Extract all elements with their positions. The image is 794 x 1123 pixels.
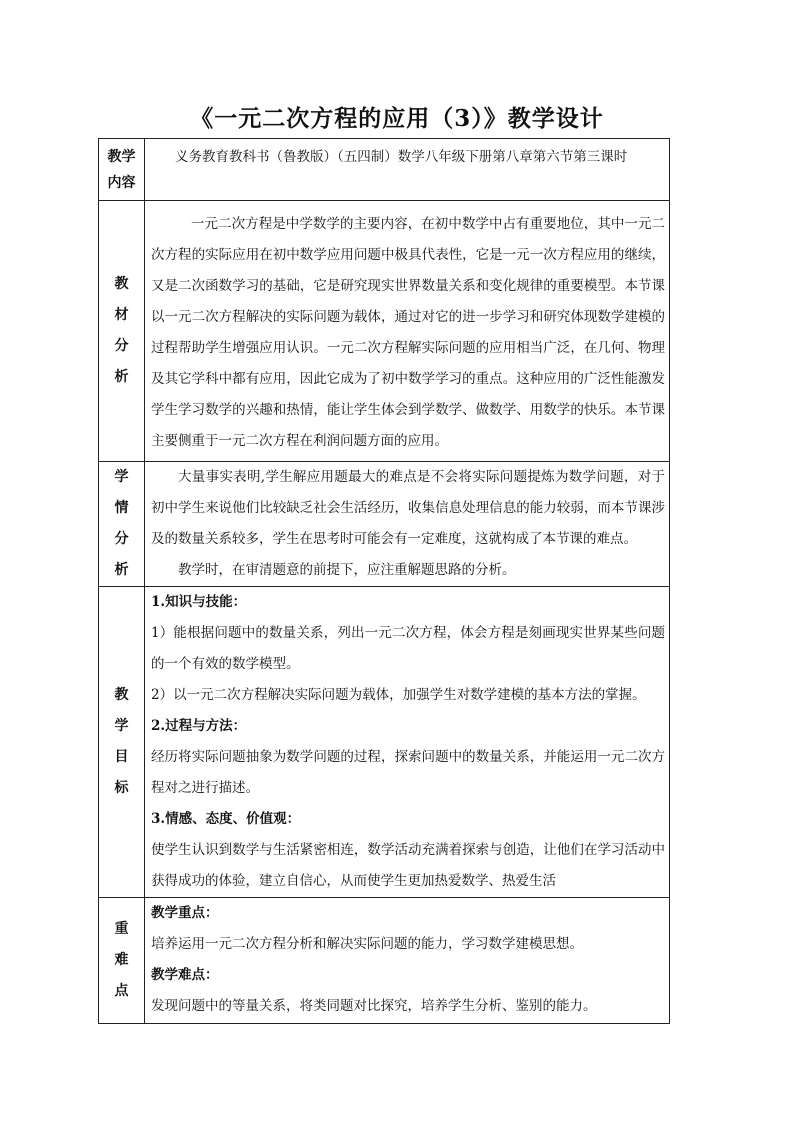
student-analysis-p2: 教学时，在审清题意的前提下，应注重解题思路的分析。: [178, 562, 516, 578]
label-textbook-analysis: 教 材 分 析: [99, 201, 145, 462]
cell-key-difficult-points: [145, 898, 670, 1024]
textbook-analysis-paragraph: 一元二次方程是中学数学的主要内容，在初中数学中占有重要地位，其中一元二次方程的实际应用在初中数学应用问题中极具代表性，它是一元一次方程应用的继续，又是二次函数学习的基础，它是研究现实世界数量关系和变化规律的重要模型。本节课以一元二次方程解决的实际问题为载体，通过对它的进一步学习和研究体现数学建模的过程帮助学生增强应用认识。一元二次方程解实际问题的应用相当广泛，在几何、物理及其它学科中都有应用，因此它成为了初中数学学习的重点。这种应用的广泛性能激发学生学习数学的兴趣和热情，能让学生体会到学数学、做数学、用数学的快乐。本节课主要侧重于一元二次方程在利润问题方面的应用。: [151, 216, 665, 449]
cell-teaching-goals: [145, 587, 670, 898]
label-teaching-goals: 教 学 目 标: [99, 587, 145, 898]
goal-process: 经历将实际问题抽象为数学问题的过程，探索问题中的数量关系，并能运用一元二次方程对之进行描述。: [151, 749, 665, 796]
goal-heading-knowledge: 1.知识与技能：: [151, 594, 247, 610]
teaching-content-text: 义务教育教科书（鲁教版）（五四制）数学八年级下册第八章第六节第三课时: [175, 149, 628, 165]
lesson-plan-table: [98, 138, 670, 1024]
difficult-point-text: 发现问题中的等量关系，将类同题对比探究，培养学生分析、鉴别的能力。: [151, 998, 597, 1014]
document-title: 《一元二次方程的应用（3）》教学设计: [190, 105, 604, 132]
cell-textbook-analysis: [145, 201, 670, 462]
key-point-text: 培养运用一元二次方程分析和解决实际问题的能力，学习数学建模思想。: [151, 936, 583, 952]
goal-attitude: 使学生认识到数学与生活紧密相连，数学活动充满着探索与创造，让他们在学习活动中获得成功的体验，建立自信心，从而使学生更加热爱数学、热爱生活: [151, 842, 665, 889]
cell-teaching-content: [145, 139, 670, 201]
cell-student-analysis: [145, 462, 670, 587]
label-teaching-content: 教学 内容: [99, 139, 145, 201]
row-teaching-goals: [99, 587, 670, 898]
row-key-difficult-points: [99, 898, 670, 1024]
row-student-analysis: [99, 462, 670, 587]
label-key-difficult-points: 重 难 点: [99, 898, 145, 1024]
goal-heading-process: 2.过程与方法：: [151, 718, 247, 734]
student-analysis-p1: 大量事实表明,学生解应用题最大的难点是不会将实际问题提炼为数学问题，对于初中学生来说他们比较缺乏社会生活经历，收集信息处理信息的能力较弱，而本节课涉及的数量关系较多，学生在思考时可能会有一定难度，这就构成了本节课的难点。: [151, 469, 665, 547]
difficult-point-heading: 教学难点：: [151, 967, 219, 983]
key-point-heading: 教学重点：: [151, 905, 219, 921]
row-textbook-analysis: [99, 201, 670, 462]
goal-knowledge-1: 1）能根据问题中的数量关系，列出一元二次方程，体会方程是刻画现实世界某些问题的一个有效的数学模型。: [151, 625, 665, 672]
goal-knowledge-2: 2）以一元二次方程解决实际问题为载体，加强学生对数学建模的基本方法的掌握。: [151, 687, 646, 703]
label-student-analysis: 学 情 分 析: [99, 462, 145, 587]
row-teaching-content: [99, 139, 670, 201]
goal-heading-attitude: 3.情感、态度、价值观：: [151, 811, 301, 827]
